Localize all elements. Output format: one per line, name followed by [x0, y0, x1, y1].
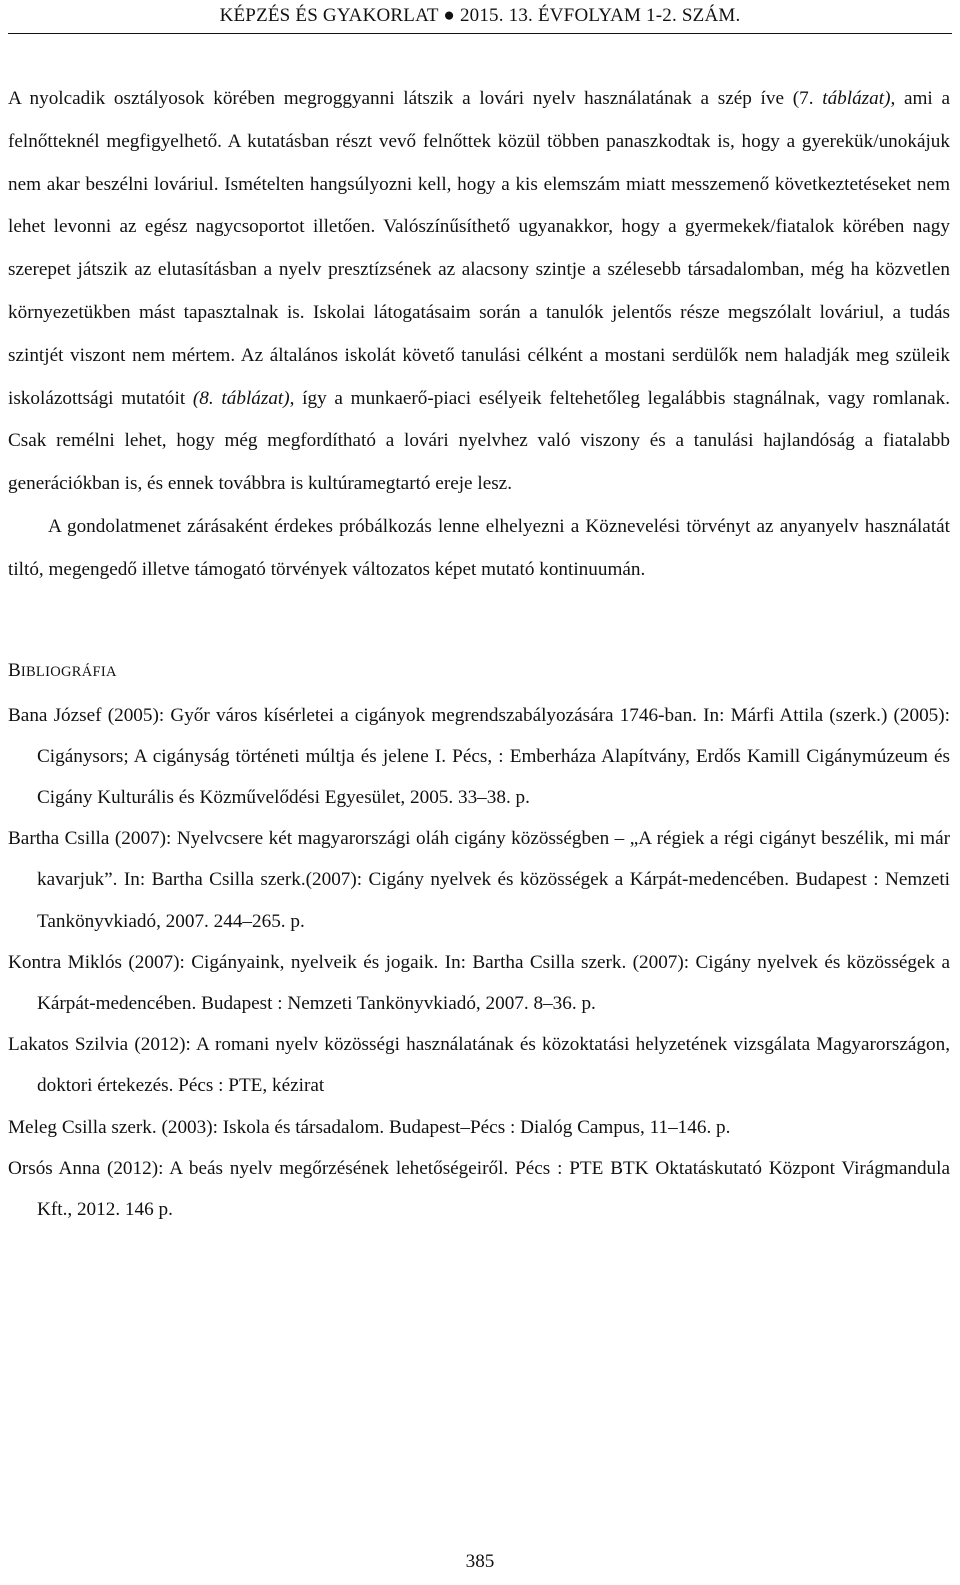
table-reference: (8. táblázat) [192, 387, 290, 409]
paragraph-text: , ami a felnőtteknél megfigyelhető. A kutatásban részt vevő felnőttek közül többen panaszkodtak is, hogy a gyerekük/unokájuk nem akar beszélni lováriul. Ismételten hangsúlyozni kell, hogy a kis elemszám miatt messzemenő következtetéseket nem lehet levonni az egész nagycsoportot illetően. Valószínűsíthető ugyanakkor, hogy a gyermekek/fiatalok körében nagy szerepet játszik az elutasításban a nyelv presztízsének az alacsony szintje a szélesebb társadalomban, még ha közvetlen környezetükben mást tapasztalnak is. Iskolai látogatásaim során a tanulók jelentős része megszólalt lováriul, a tudás szintjét viszont nem mértem. Az általános iskolát követő tanulási célként a mostani serdülők nem haladják meg szüleik iskolázottsági mutatóit [8, 88, 950, 409]
page-number: 385 [465, 1551, 495, 1572]
bibliography-entry: Lakatos Szilvia (2012): A romani nyelv közösségi használatának és közoktatási helyzetének vizsgálata Magyarországon, doktori értekezés. Pécs : PTE, kézirat [8, 1034, 950, 1097]
body-paragraph-2: A gondolatmenet zárásaként érdekes próbálkozás lenne elhelyezni a Köznevelési törvényt az anyanyelv használatát tiltó, megengedő illetve támogató törvények változatos képet mutató kontinuumán. [8, 515, 950, 580]
paragraph-text: A nyolcadik osztályosok körében megroggyanni látszik a lovári nyelv használatának a szép íve (7. [8, 88, 823, 109]
heading-rest: IBLIOGRÁFIA [20, 663, 117, 680]
bibliography-entry: Bartha Csilla (2007): Nyelvcsere két magyarországi oláh cigány közösségben – „A régiek a régi cigányt beszélik, mi már kavarjuk”. In: Bartha Csilla szerk.(2007): Cigány nyelvek és közösségek a Kárpát-medencében. Budapest : Nemzeti Tankönyvkiadó, 2007. 244–265. p. [8, 828, 950, 932]
header-rule [8, 33, 952, 34]
bibliography-entry: Meleg Csilla szerk. (2003): Iskola és társadalom. Budapest–Pécs : Dialóg Campus, 11–146. p. [8, 1116, 731, 1138]
bibliography-entry: Kontra Miklós (2007): Cigányaink, nyelveik és jogaik. In: Bartha Csilla szerk. (2007): Cigány nyelvek és közösségek a Kárpát-medencében. Budapest : Nemzeti Tankönyvkiadó, 2007. 8–36. p. [8, 951, 950, 1014]
bibliography-list [8, 695, 950, 1231]
bibliography-heading [8, 650, 950, 693]
page-content [8, 78, 950, 1230]
running-header: KÉPZÉS ÉS GYAKORLAT ● 2015. 13. ÉVFOLYAM 1-2. SZÁM. [219, 5, 741, 26]
bibliography-entry: Bana József (2005): Győr város kísérletei a cigányok megrendszabályozására 1746-ban. In: Márfi Attila (szerk.) (2005): Cigánysors; A cigányság történeti múltja és jelene I. Pécs, : Emberháza Alapítvány, Erdős Kamill Cigánymúzeum és Cigány Kulturális és Közművelődési Egyesület, 2005. 33–38. p. [8, 704, 950, 808]
table-reference: táblázat) [822, 88, 891, 109]
bibliography-entry: Orsós Anna (2012): A beás nyelv megőrzésének lehetőségeiről. Pécs : PTE BTK Oktatáskutató Központ Virágmandula Kft., 2012. 146 p. [8, 1157, 950, 1220]
paragraph-text: , így a munkaerő-piaci esélyeik feltehetőleg legalábbis stagnálnak, vagy romlanak. Csak remélni lehet, hogy még megfordítható a lovári nyelvhez való viszony és a tanulási hajlandóság a fiatalabb generációkban is, és ennek továbbra is kultúramegtartó ereje lesz. [8, 387, 950, 495]
body-paragraph-1 [8, 78, 950, 506]
heading-initial: B [8, 659, 21, 681]
